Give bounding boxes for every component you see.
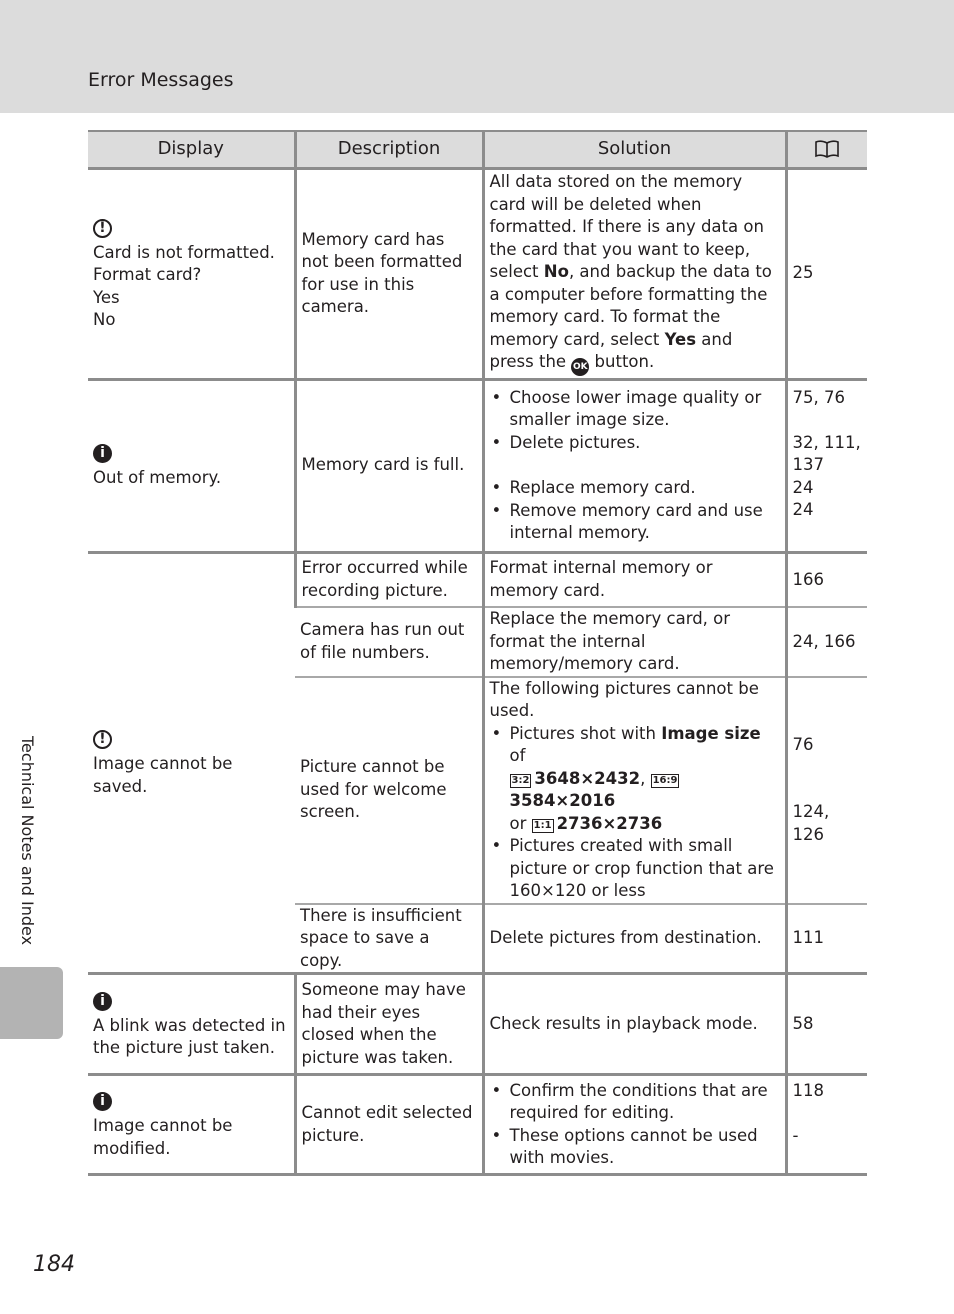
display-cell: i Out of memory. xyxy=(88,379,295,552)
info-icon: i xyxy=(93,992,112,1011)
col-ref xyxy=(786,131,867,168)
solution-cell xyxy=(483,379,786,552)
description-cell: Picture cannot be used for welcome screen. xyxy=(295,677,483,904)
description-cell: Someone may have had their eyes closed when the picture was taken. xyxy=(295,974,483,1075)
info-icon: i xyxy=(93,444,112,463)
display-cell: i Image cannot be modified. xyxy=(88,1075,295,1175)
ref-cell: 25 xyxy=(786,168,867,379)
list-item: • Delete pictures. xyxy=(490,432,780,455)
table-row xyxy=(88,552,867,607)
list-item: • Choose lower image quality or smaller image size. xyxy=(490,387,780,432)
solution-cell xyxy=(483,1075,786,1175)
display-cell: i A blink was detected in the picture just taken. xyxy=(88,974,295,1075)
ref-cell: 24, 166 xyxy=(786,607,867,677)
solution-cell: Format internal memory or memory card. xyxy=(483,552,786,607)
solution-cell: Replace the memory card, or format the internal memory/memory card. xyxy=(483,607,786,677)
ref-cell: 166 xyxy=(786,552,867,607)
ref-cell: 75, 76 32, 111, 137 24 24 xyxy=(786,379,867,552)
ref-cell: 111 xyxy=(786,904,867,974)
col-display: Display xyxy=(88,131,295,168)
ok-button-icon: OK xyxy=(571,358,589,376)
description-cell: Camera has run out of file numbers. xyxy=(295,607,483,677)
list-item: • Pictures created with small picture or crop function that are 160×120 or less xyxy=(490,835,780,903)
description-cell: Memory card is full. xyxy=(295,379,483,552)
list-item: • Confirm the conditions that are required for editing. xyxy=(490,1080,780,1125)
list-item: • Pictures shot with Image size of 3:2 3648×2432, 16:93584×2016 or 1:1 2736×2736 xyxy=(490,723,780,836)
ref-cell: 118 - xyxy=(786,1075,867,1175)
table-row xyxy=(88,379,867,552)
display-cell: ! Card is not formatted. Format card? Yes No xyxy=(88,168,295,379)
description-cell: Error occurred while recording picture. xyxy=(295,552,483,607)
ref-cell: 76 124, 126 xyxy=(786,677,867,904)
page-header xyxy=(0,0,954,113)
image-size-16-9-icon: 16:9 xyxy=(652,774,678,786)
warning-icon: ! xyxy=(93,219,112,238)
book-icon xyxy=(814,139,840,159)
table-row xyxy=(88,974,867,1075)
ref-cell: 58 xyxy=(786,974,867,1075)
col-description: Description xyxy=(295,131,483,168)
solution-cell: Delete pictures from destination. xyxy=(483,904,786,974)
warning-icon: ! xyxy=(93,730,112,749)
page-number: 184 xyxy=(33,1252,75,1277)
table-row xyxy=(88,168,867,379)
image-size-1-1-icon: 1:1 xyxy=(533,819,552,831)
list-item: • These options cannot be used with movies. xyxy=(490,1125,780,1170)
solution-cell: The following pictures cannot be used. • Pictures shot with Image size of 3:2 3648×2432, 16:93584×2016 or 1:1 2736×2736 • Pictures created with small picture or crop function that are 160×120 or less xyxy=(483,677,786,904)
description-cell: Cannot edit selected picture. xyxy=(295,1075,483,1175)
list-item: • Remove memory card and use internal memory. xyxy=(490,500,780,545)
info-icon: i xyxy=(93,1092,112,1111)
solution-cell: Check results in playback mode. xyxy=(483,974,786,1075)
section-title: Error Messages xyxy=(88,69,234,91)
table-row xyxy=(88,1075,867,1175)
display-cell: ! Image cannot be saved. xyxy=(88,552,295,974)
error-messages-table xyxy=(88,130,867,1176)
col-solution: Solution xyxy=(483,131,786,168)
section-tab-label: Technical Notes and Index xyxy=(18,736,37,946)
image-size-3-2-icon: 3:2 xyxy=(511,774,530,786)
description-cell: Memory card has not been formatted for use in this camera. xyxy=(295,168,483,379)
description-cell: There is insufficient space to save a copy. xyxy=(295,904,483,974)
list-item: • Replace memory card. xyxy=(490,477,780,500)
section-tab xyxy=(0,967,63,1039)
table-header-row xyxy=(88,131,867,168)
solution-cell: All data stored on the memory card will be deleted when formatted. If there is any data on the card that you want to keep, select No, and backup the data to a computer before formatting the memory card. To format the memory card, select Yes and press the OK button. xyxy=(483,168,786,379)
